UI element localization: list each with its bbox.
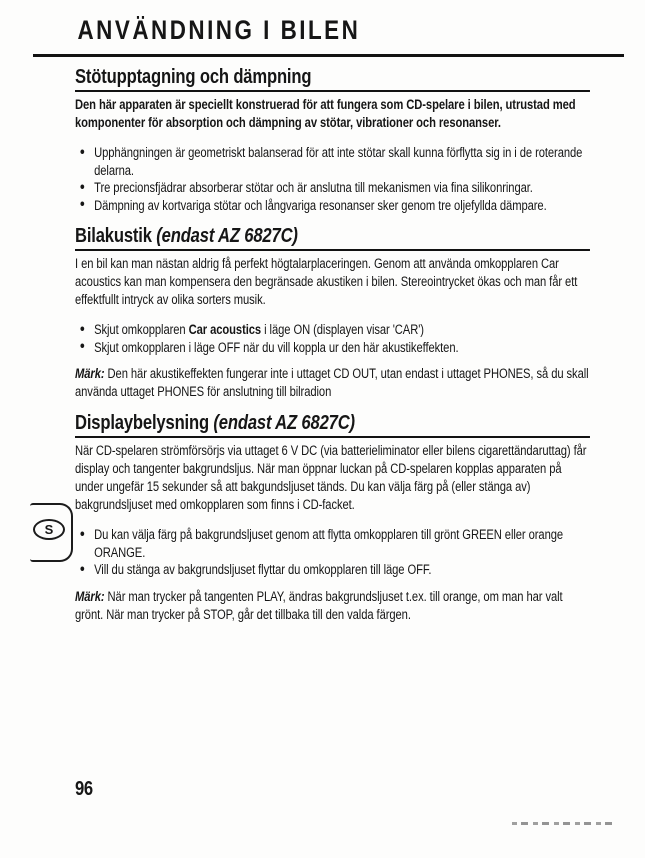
section-heading [75, 225, 590, 251]
text-segment: Den här apparaten är speciellt konstruerad för att fungera som CD-spelare i bilen, utrustad med komponenter för absorption och dämpning av stötar, vibrationer och resonanser. [75, 97, 576, 130]
paragraph [75, 96, 590, 132]
section-heading [75, 412, 590, 438]
text-segment: När CD-spelaren strömförsörjs via uttaget 6 V DC (via batterieliminator eller bilens cigarettändaruttag) får display och tangenter bakgrundsljus. När man öppnar luckan på CD-spelaren kopplas apparaten på under ungefär 15 sekunder så att bakgundsljuset tänds. Du kan välja färg på (eller stänga av) bakgrundsljuset med omkopplaren som finns i CD-facket. [75, 443, 587, 512]
text-segment: Vill du stänga av bakgrundsljuset flyttar du omkopplaren till läge OFF. [94, 562, 432, 577]
section [75, 225, 590, 401]
text-segment: När man trycker på tangenten PLAY, ändras bakgrundsljuset t.ex. till orange, om man har valt grönt. När man trycker på STOP, går det tillbaka till den valda färgen. [75, 588, 563, 622]
bullet-list [75, 526, 590, 579]
bullet-item [75, 339, 590, 357]
paragraph [75, 442, 590, 514]
text-segment: Upphängningen är geometriskt balanserad för att inte stötar skall kunna förflytta sig in i de roterande delarna. [94, 145, 583, 178]
text-segment: Dämpning av kortvariga stötar och långvariga resonanser sker genom tre oljefyllda dämpare. [94, 197, 547, 213]
text-segment: Skjut omkopplaren i läge OFF när du vill koppla ur den här akustikeffekten. [94, 339, 459, 355]
bullet-item [75, 197, 590, 215]
page-number: 96 [75, 778, 93, 800]
text-segment: (endast AZ 6827C) [156, 225, 298, 247]
note-paragraph [75, 365, 590, 401]
bullet-item [75, 561, 590, 579]
bullet-item [75, 144, 590, 179]
bullet-item [75, 321, 590, 339]
text-segment: Car acoustics [188, 322, 262, 337]
bullet-item [75, 526, 590, 561]
sections-container [75, 66, 590, 624]
text-segment: Märk: [75, 588, 105, 604]
text-segment: Den här akustikeffekten fungerar inte i uttaget CD OUT, utan endast i uttaget PHONES, så du skall använda uttaget PHONES för anslutning till bilradion [75, 366, 589, 399]
bullet-list [75, 321, 590, 356]
content-column [75, 16, 590, 846]
note-paragraph [75, 588, 590, 624]
language-tab-badge [33, 519, 65, 540]
text-segment: Du kan välja färg på bakgrundsljuset genom att flytta omkopplaren till grönt GREEN eller orange ORANGE. [94, 527, 564, 560]
bullet-list [75, 144, 590, 214]
text-segment: Märk: [75, 366, 105, 381]
page-title: ANVÄNDNING I BILEN [77, 15, 361, 45]
text-segment: Skjut omkopplaren [94, 322, 189, 337]
text-segment: Displaybelysning [75, 412, 214, 434]
text-segment: (endast AZ 6827C) [213, 412, 355, 434]
section [75, 66, 590, 214]
section [75, 412, 590, 624]
text-segment: I en bil kan man nästan aldrig få perfekt högtalarplaceringen. Genom att använda omkopplaren Car acoustics kan man kompensera den begränsade akustiken i bilen. Stereointrycket ökas och man får ett effektfullt intryck av olika sorters musik. [75, 256, 578, 307]
text-segment: i läge ON (displayen visar 'CAR') [261, 322, 424, 337]
bullet-item [75, 179, 590, 197]
paragraph [75, 255, 590, 309]
text-segment: Bilakustik [75, 225, 157, 247]
text-segment: Stötupptagning och dämpning [75, 66, 312, 88]
language-tab-letter: S [44, 522, 54, 537]
text-segment: Tre precionsfjädrar absorberar stötar och är anslutna till mekanismen via fina silikonringar. [94, 180, 533, 195]
section-heading [75, 66, 590, 92]
scan-artifact-dashes [512, 822, 613, 825]
